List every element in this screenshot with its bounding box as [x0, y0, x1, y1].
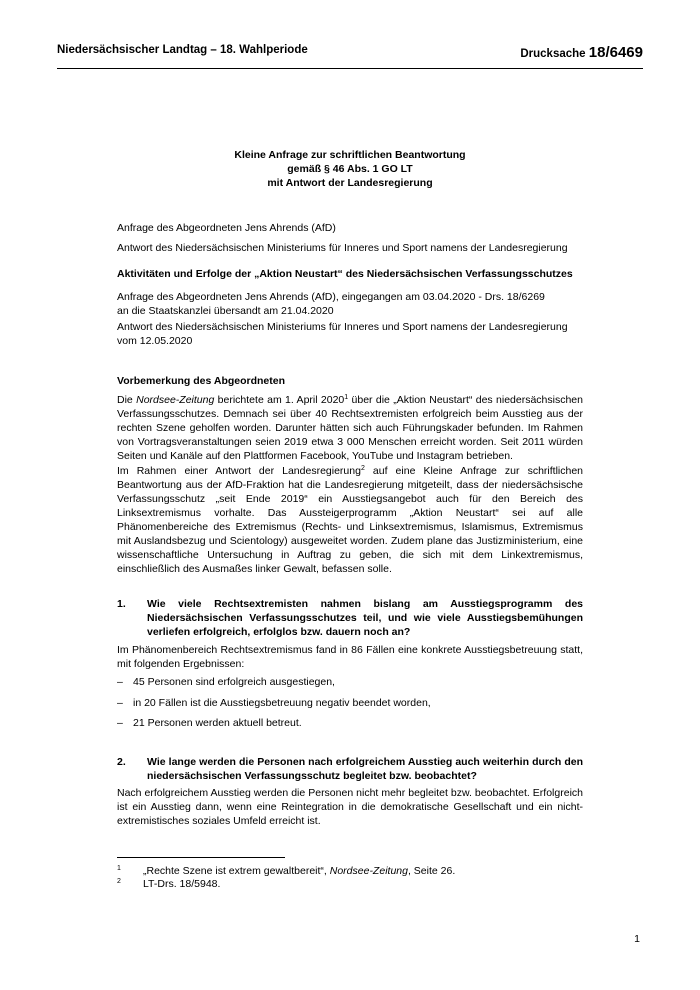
answer-1-bullet-3: 21 Personen werden aktuell betreut.	[133, 717, 302, 729]
header-rule	[57, 68, 643, 69]
vorbemerkung-paragraph-2	[117, 464, 583, 576]
footnote-separator	[117, 857, 285, 858]
p2-text-post: auf eine Kleine Anfrage zur schriftlichen Beantwortung aus der AfD-Fraktion hat die Landesregierung mitgeteilt, dass der niedersächsische Verfassungsschutz „seit Ende 2019“ ein Ausstiegsangebot auch für den Bereich des Linksextremismus vorhalte. Das Aussteigerprogramm „Aktion Neustart“ sei auf alle Phänomenbereiche des Extremismus (Rechts- und Linksextremismus, Islamismus, Extremismus mit Auslandsbezug und Scientology) ausgeweitet worden. Zudem plane das Justizministerium, eine wissenschaftliche Untersuchung in Auftrag zu geben, die sich mit dem Linkextremismus, einschließlich des Ausmaßes linker Gewalt, befassen solle.	[117, 465, 584, 575]
drucksache-label: Drucksache	[520, 48, 586, 60]
p1-text-mid: berichtete am 1. April 2020	[214, 394, 345, 406]
subject-heading: Aktivitäten und Erfolge der „Aktion Neustart“ des Niedersächsischen Verfassungsschutzes	[117, 268, 573, 280]
bullet-dash: –	[117, 717, 123, 729]
p1-text-post: über die „Aktion Neustart“ des niedersächsischen Verfassungsschutzes. Demnach sei über 40 Rechtsextremisten erfolgreich beim Ausstieg aus der rechten Szene geholfen worden. Darunter hätten sich auch Führungskader befunden. Im Rahmen von Vortragsveranstaltungen seien 2019 etwa 3 000 Menschen erreicht worden. Seit 2011 würden Seiten und Kanäle auf den Plattformen Facebook, YouTube und Instagram betrieben.	[117, 394, 583, 462]
footnote-2-number: 2	[117, 878, 121, 885]
footnote-ref-1[interactable]: 1	[344, 394, 349, 401]
bullet-dash: –	[117, 676, 123, 688]
antwort-line-2: vom 12.05.2020	[117, 335, 193, 347]
p1-newspaper: Nordsee-Zeitung	[136, 394, 215, 406]
vorbemerkung-paragraph-1	[117, 393, 583, 463]
eingang-line-1: Anfrage des Abgeordneten Jens Ahrends (AfD), eingegangen am 03.04.2020 - Drs. 18/6269	[117, 291, 545, 303]
answer-2-text: Nach erfolgreichem Ausstieg werden die Personen nicht mehr begleitet bzw. beobachtet. Erfolgreich ist ein Ausstieg dann, wenn eine Reintegration in die demokratische Gesellschaft und ein nicht-extremistisches soziales Umfeld erreicht ist.	[117, 787, 583, 827]
footnote-1-post: , Seite 26.	[407, 865, 456, 877]
footnote-1-pre: „Rechte Szene ist extrem gewaltbereit“,	[143, 865, 330, 877]
title-line-3: mit Antwort der Landesregierung	[267, 177, 433, 189]
question-1-number: 1.	[117, 598, 126, 610]
bullet-dash: –	[117, 697, 123, 709]
answer-1-text: Im Phänomenbereich Rechtsextremismus fand in 86 Fällen eine konkrete Ausstiegsbetreuung statt, mit folgenden Ergebnissen:	[117, 644, 583, 670]
header-drucksache	[520, 44, 643, 61]
question-1-text: Wie viele Rechtsextremisten nahmen bislang am Ausstiegsprogramm des Niedersächsischen Verfassungsschutzes teil, und wie viele Ausstiegsbemühungen verliefen erfolgreich, erfolglos bzw. dauern noch an?	[147, 598, 583, 638]
footnote-ref-2[interactable]: 2	[360, 465, 365, 472]
header-title: Niedersächsischer Landtag – 18. Wahlperiode	[57, 44, 308, 56]
subject-antwort	[117, 320, 597, 348]
footnote-1-newspaper: Nordsee-Zeitung	[329, 865, 408, 877]
answer-1-bullet-1: 45 Personen sind erfolgreich ausgestiegen,	[133, 676, 335, 688]
answer-1-bullet-2: in 20 Fällen ist die Ausstiegsbetreuung negativ beendet worden,	[133, 697, 431, 709]
footnote-1-number: 1	[117, 865, 121, 872]
footnote-1-text	[143, 864, 455, 878]
document-title	[57, 148, 643, 190]
page-number: 1	[634, 933, 640, 945]
drucksache-number: 18/6469	[588, 44, 643, 61]
intro-anfrage: Anfrage des Abgeordneten Jens Ahrends (AfD)	[117, 222, 336, 234]
eingang-line-2: an die Staatskanzlei übersandt am 21.04.2020	[117, 305, 334, 317]
title-line-1: Kleine Anfrage zur schriftlichen Beantwortung	[234, 149, 466, 161]
title-line-2: gemäß § 46 Abs. 1 GO LT	[287, 163, 413, 175]
footnote-2-text: LT-Drs. 18/5948.	[143, 878, 221, 890]
vorbemerkung-heading: Vorbemerkung des Abgeordneten	[117, 375, 286, 387]
question-2-number: 2.	[117, 756, 126, 768]
antwort-line-1: Antwort des Niedersächsischen Ministeriums für Inneres und Sport namens der Landesregierung	[117, 321, 568, 333]
p1-text-pre: Die	[117, 394, 137, 406]
intro-antwort: Antwort des Niedersächsischen Ministeriums für Inneres und Sport namens der Landesregierung	[117, 242, 568, 254]
subject-eingang	[117, 290, 597, 318]
p2-text-pre: Im Rahmen einer Antwort der Landesregierung	[117, 465, 361, 477]
question-2-text: Wie lange werden die Personen nach erfolgreichem Ausstieg auch weiterhin durch den niedersächsischen Verfassungsschutz begleitet bzw. beobachtet?	[147, 756, 583, 782]
